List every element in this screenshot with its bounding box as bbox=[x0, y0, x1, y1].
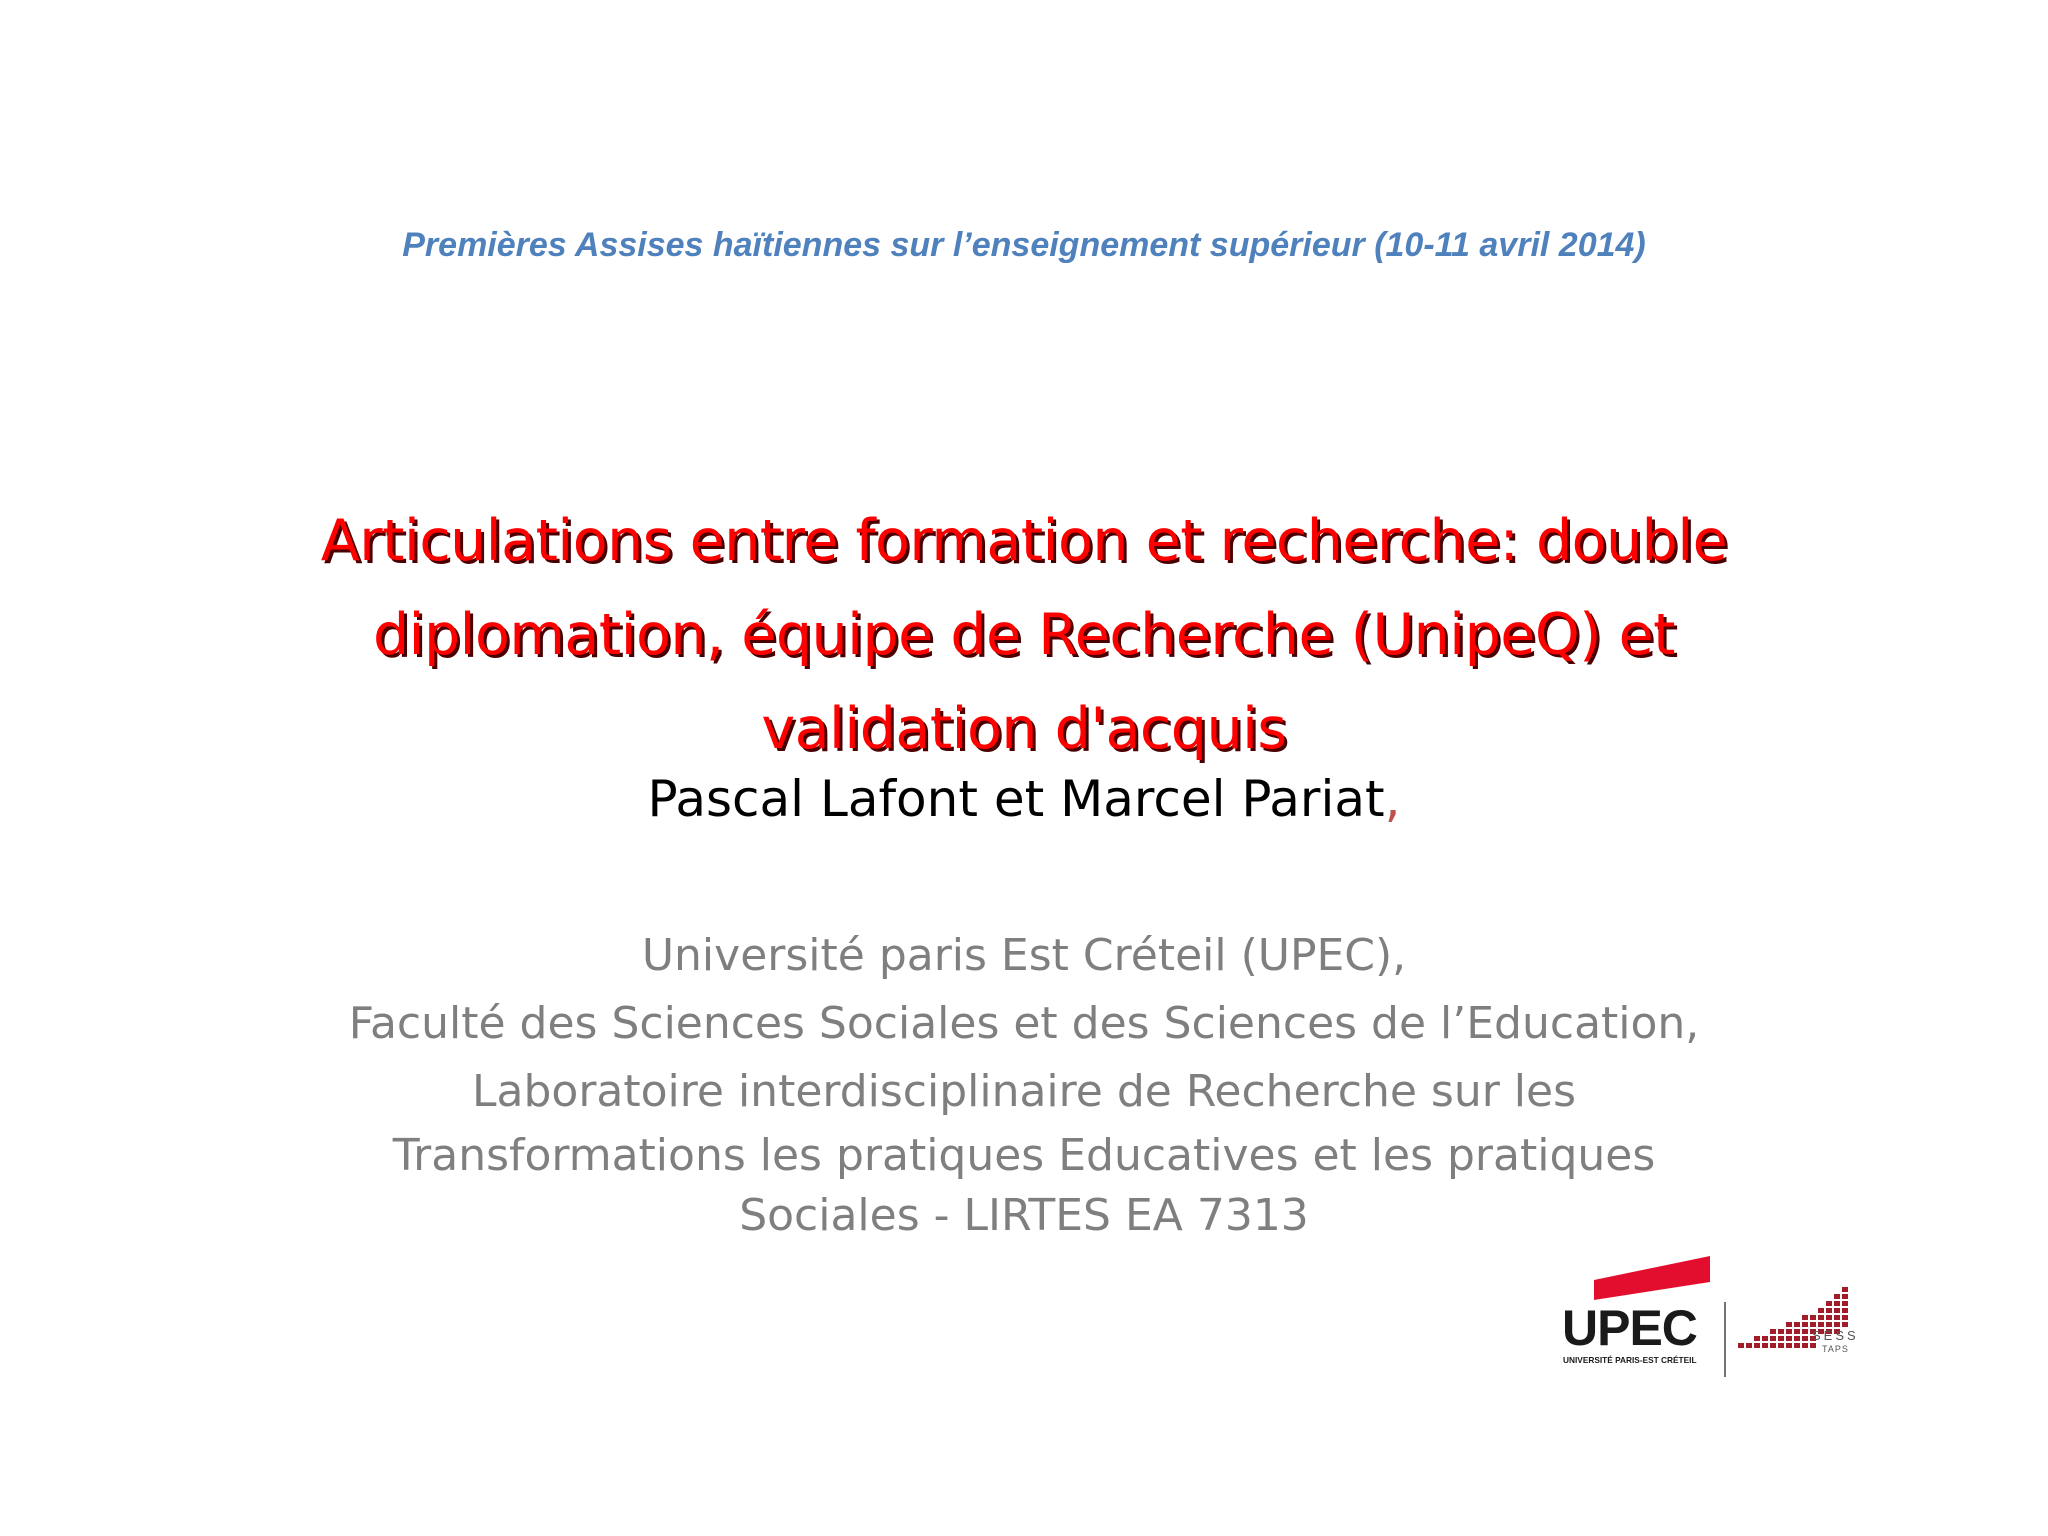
title-line-2: diplomation, équipe de Recherche (UnipeQ) et bbox=[372, 602, 1676, 668]
affiliation-line-2: Faculté des Sciences Sociales et des Sciences de l’Education, bbox=[348, 998, 1700, 1049]
author-comma: , bbox=[1384, 770, 1401, 828]
affiliation-line-5: Sociales - LIRTES EA 7313 bbox=[739, 1190, 1309, 1241]
conference-title: Premières Assises haïtiennes sur l’enseignement supérieur (10-11 avril 2014) bbox=[402, 226, 1646, 264]
logo-group bbox=[1560, 1252, 1890, 1382]
presentation-title bbox=[124, 494, 1924, 776]
author-names: Pascal Lafont et Marcel Pariat bbox=[647, 770, 1385, 828]
title-line-1: Articulations entre formation et recherche: double bbox=[320, 508, 1728, 574]
upec-red-banner bbox=[1594, 1256, 1710, 1300]
upec-logo-text: UPEC bbox=[1562, 1300, 1697, 1356]
sess-logo-letters: SESS bbox=[1812, 1328, 1859, 1343]
logos bbox=[1560, 1252, 1890, 1382]
authors bbox=[0, 770, 2048, 828]
upec-logo-subtitle: UNIVERSITÉ PARIS-EST CRÉTEIL bbox=[1563, 1355, 1697, 1365]
affiliation bbox=[0, 922, 2048, 1246]
affiliation-line-3: Laboratoire interdisciplinaire de Recherche sur les bbox=[472, 1066, 1576, 1117]
affiliation-line-1: Université paris Est Créteil (UPEC), bbox=[641, 930, 1407, 981]
upec-logo bbox=[1562, 1256, 1710, 1365]
sess-logo bbox=[1738, 1287, 1859, 1354]
sess-logo-sub: TAPS bbox=[1822, 1344, 1849, 1354]
affiliation-line-4: Transformations les pratiques Educatives et les pratiques bbox=[392, 1130, 1656, 1181]
title-line-3: validation d'acquis bbox=[761, 696, 1287, 762]
